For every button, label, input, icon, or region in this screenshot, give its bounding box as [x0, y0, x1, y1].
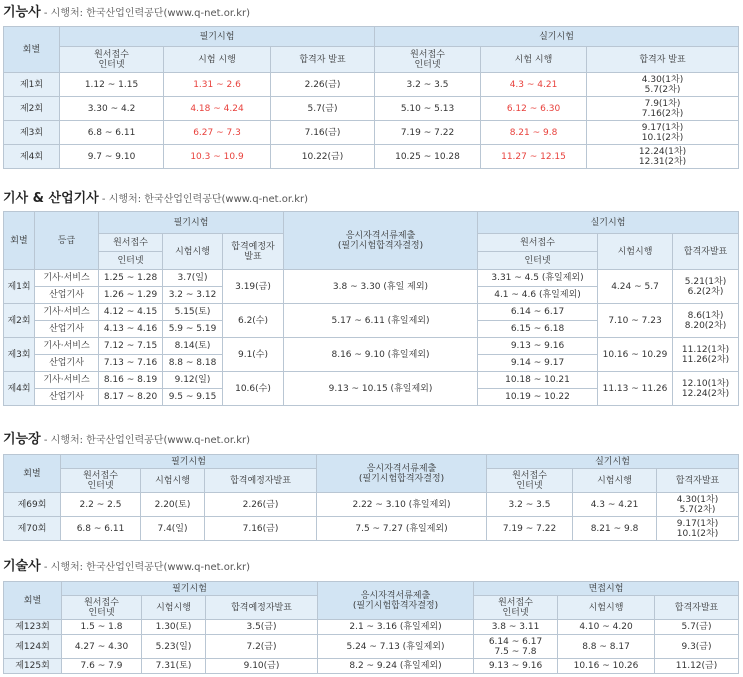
header-apply: 원서접수	[478, 234, 598, 252]
table-row	[4, 338, 739, 355]
section-title-master	[3, 429, 250, 447]
row-label: 제4회	[4, 145, 60, 169]
header-exam: 시험시행	[141, 469, 205, 493]
cell: 3.8 ~ 3.11	[474, 620, 558, 635]
cell: 4.3 ~ 4.21	[481, 73, 587, 97]
cell: 1.12 ~ 1.15	[60, 73, 164, 97]
cell: 6.15 ~ 6.18	[478, 321, 598, 338]
cell: 10.18 ~ 10.21	[478, 372, 598, 389]
header-grade: 등급	[35, 212, 99, 270]
header-exam: 시험시행	[558, 596, 655, 620]
cell: 8.8 ~ 8.17	[558, 635, 655, 659]
header-practical: 실기시험	[478, 212, 739, 234]
cell: 12.24(1차) 12.31(2차)	[587, 145, 739, 169]
cell: 산업기사	[35, 389, 99, 406]
cell: 4.13 ~ 4.16	[99, 321, 163, 338]
section-title-engineer	[3, 188, 308, 206]
cell: 5.21(1차) 6.2(2차)	[673, 270, 739, 304]
header-exam: 시험 시행	[164, 47, 271, 73]
cell: 8.21 ~ 9.8	[573, 517, 657, 541]
cell: 기사·서비스	[35, 372, 99, 389]
row-label: 제2회	[4, 97, 60, 121]
cell: 10.25 ~ 10.28	[375, 145, 481, 169]
cell: 2.20(토)	[141, 493, 205, 517]
cell: 7.16(금)	[205, 517, 317, 541]
cell: 5.17 ~ 6.11 (휴일제외)	[284, 304, 478, 338]
header-internet: 인터넷	[99, 252, 163, 270]
cell: 8.17 ~ 8.20	[99, 389, 163, 406]
cell: 7.16(금)	[271, 121, 375, 145]
cell: 7.9(1차) 7.16(2차)	[587, 97, 739, 121]
cell: 3.31 ~ 4.5 (휴일제외)	[478, 270, 598, 287]
cell: 1.30(토)	[142, 620, 206, 635]
cell: 10.22(금)	[271, 145, 375, 169]
cell: 6.12 ~ 6.30	[481, 97, 587, 121]
cell: 3.19(금)	[223, 270, 284, 304]
cell: 5.23(일)	[142, 635, 206, 659]
cell: 6.27 ~ 7.3	[164, 121, 271, 145]
row-label: 제4회	[4, 372, 35, 406]
cell: 3.5(금)	[206, 620, 318, 635]
cell: 5.10 ~ 5.13	[375, 97, 481, 121]
cell: 9.17(1차) 10.1(2차)	[657, 517, 739, 541]
cell: 8.14(토)	[163, 338, 223, 355]
cell: 8.8 ~ 8.18	[163, 355, 223, 372]
cell: 2.1 ~ 3.16 (휴일제외)	[318, 620, 474, 635]
cell: 5.9 ~ 5.19	[163, 321, 223, 338]
row-label: 제3회	[4, 338, 35, 372]
header-result: 합격자발표	[673, 234, 739, 270]
cell: 3.7(일)	[163, 270, 223, 287]
cell: 6.8 ~ 6.11	[61, 517, 141, 541]
cell: 9.13 ~ 10.15 (휴일제외)	[284, 372, 478, 406]
row-label: 제123회	[4, 620, 62, 635]
cell: 11.12(1차) 11.26(2차)	[673, 338, 739, 372]
cell: 4.1 ~ 4.6 (휴일제외)	[478, 287, 598, 304]
professional-schedule-table	[3, 581, 739, 674]
cell: 5.24 ~ 7.13 (휴일제외)	[318, 635, 474, 659]
table-row	[4, 659, 739, 674]
header-apply: 원서접수 인터넷	[60, 47, 164, 73]
cell: 9.10(금)	[206, 659, 318, 674]
section-source: - 시행처: 한국산업인력공단(www.q-net.or.kr)	[40, 8, 250, 19]
cell: 4.10 ~ 4.20	[558, 620, 655, 635]
cell: 4.27 ~ 4.30	[62, 635, 142, 659]
cell: 3.2 ~ 3.12	[163, 287, 223, 304]
cell: 7.12 ~ 7.15	[99, 338, 163, 355]
cell: 2.22 ~ 3.10 (휴일제외)	[317, 493, 487, 517]
header-exam: 시험시행	[163, 234, 223, 270]
header-expected: 합격예정자발표	[205, 469, 317, 493]
table-row	[4, 517, 739, 541]
header-round: 회별	[4, 27, 60, 73]
header-expected: 합격예정자 발표	[223, 234, 284, 270]
cell: 2.26(금)	[205, 493, 317, 517]
functional-schedule-table	[3, 26, 739, 169]
cell: 8.16 ~ 8.19	[99, 372, 163, 389]
cell: 11.27 ~ 12.15	[481, 145, 587, 169]
header-internet: 인터넷	[478, 252, 598, 270]
cell: 4.30(1차) 5.7(2차)	[587, 73, 739, 97]
table-row	[4, 372, 739, 389]
header-result: 합격자 발표	[271, 47, 375, 73]
row-label: 제1회	[4, 270, 35, 304]
table-row	[4, 97, 739, 121]
header-written: 필기시험	[60, 27, 375, 47]
header-apply: 원서접수	[99, 234, 163, 252]
header-exam: 시험시행	[142, 596, 206, 620]
header-exam: 시험시행	[573, 469, 657, 493]
row-label: 제70회	[4, 517, 61, 541]
header-practical: 실기시험	[375, 27, 739, 47]
cell: 7.19 ~ 7.22	[487, 517, 573, 541]
cell: 9.13 ~ 9.16	[478, 338, 598, 355]
cell: 4.3 ~ 4.21	[573, 493, 657, 517]
cell: 1.31 ~ 2.6	[164, 73, 271, 97]
cell: 4.30(1차) 5.7(2차)	[657, 493, 739, 517]
cell: 4.24 ~ 5.7	[598, 270, 673, 304]
section-title-professional	[3, 556, 250, 574]
cell: 4.18 ~ 4.24	[164, 97, 271, 121]
cell: 6.14 ~ 6.17 7.5 ~ 7.8	[474, 635, 558, 659]
row-label: 제69회	[4, 493, 61, 517]
header-apply: 원서접수 인터넷	[62, 596, 142, 620]
header-apply: 원서접수 인터넷	[487, 469, 573, 493]
table-row	[4, 635, 739, 659]
header-result: 합격자발표	[657, 469, 739, 493]
cell: 7.19 ~ 7.22	[375, 121, 481, 145]
header-round: 회별	[4, 455, 61, 493]
section-source: - 시행처: 한국산업인력공단(www.q-net.or.kr)	[98, 194, 309, 205]
cell: 1.25 ~ 1.28	[99, 270, 163, 287]
section-heading: 기능사	[3, 5, 41, 20]
cell: 1.26 ~ 1.29	[99, 287, 163, 304]
engineer-schedule-table	[3, 211, 739, 406]
header-expected: 합격예정자발표	[206, 596, 318, 620]
section-source: - 시행처: 한국산업인력공단(www.q-net.or.kr)	[40, 435, 250, 446]
table-row	[4, 73, 739, 97]
header-round: 회별	[4, 212, 35, 270]
cell: 7.5 ~ 7.27 (휴일제외)	[317, 517, 487, 541]
cell: 7.31(토)	[142, 659, 206, 674]
cell: 3.30 ~ 4.2	[60, 97, 164, 121]
cell: 7.13 ~ 7.16	[99, 355, 163, 372]
cell: 8.21 ~ 9.8	[481, 121, 587, 145]
cell: 6.8 ~ 6.11	[60, 121, 164, 145]
row-label: 제3회	[4, 121, 60, 145]
header-exam: 시험시행	[598, 234, 673, 270]
cell: 산업기사	[35, 287, 99, 304]
header-docs: 응시자격서류제출 (필기시험합격자결정)	[317, 455, 487, 493]
cell: 7.2(금)	[206, 635, 318, 659]
cell: 11.12(금)	[655, 659, 739, 674]
header-apply: 원서접수 인터넷	[375, 47, 481, 73]
cell: 2.26(금)	[271, 73, 375, 97]
cell: 10.3 ~ 10.9	[164, 145, 271, 169]
header-written: 필기시험	[62, 582, 318, 596]
cell: 9.12(일)	[163, 372, 223, 389]
table-row	[4, 121, 739, 145]
header-docs: 응시자격서류제출 (필기시험합격자결정)	[318, 582, 474, 620]
header-apply: 원서접수 인터넷	[61, 469, 141, 493]
header-written: 필기시험	[99, 212, 284, 234]
cell: 5.15(토)	[163, 304, 223, 321]
section-title-functional	[3, 2, 250, 20]
cell: 3.8 ~ 3.30 (휴일 제외)	[284, 270, 478, 304]
table-row	[4, 145, 739, 169]
cell: 8.6(1차) 8.20(2차)	[673, 304, 739, 338]
cell: 6.2(수)	[223, 304, 284, 338]
cell: 기사·서비스	[35, 338, 99, 355]
cell: 8.2 ~ 9.24 (휴일제외)	[318, 659, 474, 674]
header-result: 합격자발표	[655, 596, 739, 620]
cell: 9.5 ~ 9.15	[163, 389, 223, 406]
cell: 9.3(금)	[655, 635, 739, 659]
cell: 산업기사	[35, 321, 99, 338]
cell: 10.16 ~ 10.29	[598, 338, 673, 372]
header-apply: 원서접수 인터넷	[474, 596, 558, 620]
table-row	[4, 270, 739, 287]
cell: 5.7(금)	[271, 97, 375, 121]
section-heading: 기능장	[3, 432, 41, 447]
cell: 10.19 ~ 10.22	[478, 389, 598, 406]
cell: 9.13 ~ 9.16	[474, 659, 558, 674]
cell: 5.7(금)	[655, 620, 739, 635]
table-row	[4, 620, 739, 635]
table-row	[4, 304, 739, 321]
cell: 9.1(수)	[223, 338, 284, 372]
master-schedule-table	[3, 454, 739, 541]
cell: 기사·서비스	[35, 270, 99, 287]
cell: 7.10 ~ 7.23	[598, 304, 673, 338]
cell: 6.14 ~ 6.17	[478, 304, 598, 321]
header-exam: 시험 시행	[481, 47, 587, 73]
row-label: 제2회	[4, 304, 35, 338]
table-row	[4, 493, 739, 517]
cell: 1.5 ~ 1.8	[62, 620, 142, 635]
cell: 2.2 ~ 2.5	[61, 493, 141, 517]
header-docs: 응시자격서류제출 (필기시험합격자결정)	[284, 212, 478, 270]
cell: 기사·서비스	[35, 304, 99, 321]
section-heading: 기사 & 산업기사	[3, 191, 99, 206]
cell: 3.2 ~ 3.5	[375, 73, 481, 97]
header-interview: 면접시험	[474, 582, 739, 596]
section-heading: 기술사	[3, 559, 41, 574]
section-source: - 시행처: 한국산업인력공단(www.q-net.or.kr)	[40, 562, 250, 573]
row-label: 제124회	[4, 635, 62, 659]
cell: 10.16 ~ 10.26	[558, 659, 655, 674]
header-practical: 실기시험	[487, 455, 739, 469]
header-round: 회별	[4, 582, 62, 620]
cell: 7.4(일)	[141, 517, 205, 541]
cell: 4.12 ~ 4.15	[99, 304, 163, 321]
cell: 산업기사	[35, 355, 99, 372]
cell: 9.14 ~ 9.17	[478, 355, 598, 372]
header-written: 필기시험	[61, 455, 317, 469]
cell: 9.7 ~ 9.10	[60, 145, 164, 169]
cell: 12.10(1차) 12.24(2차)	[673, 372, 739, 406]
cell: 3.2 ~ 3.5	[487, 493, 573, 517]
row-label: 제1회	[4, 73, 60, 97]
cell: 10.6(수)	[223, 372, 284, 406]
cell: 7.6 ~ 7.9	[62, 659, 142, 674]
cell: 9.17(1차) 10.1(2차)	[587, 121, 739, 145]
cell: 8.16 ~ 9.10 (휴일제외)	[284, 338, 478, 372]
header-result: 합격자 발표	[587, 47, 739, 73]
row-label: 제125회	[4, 659, 62, 674]
cell: 11.13 ~ 11.26	[598, 372, 673, 406]
